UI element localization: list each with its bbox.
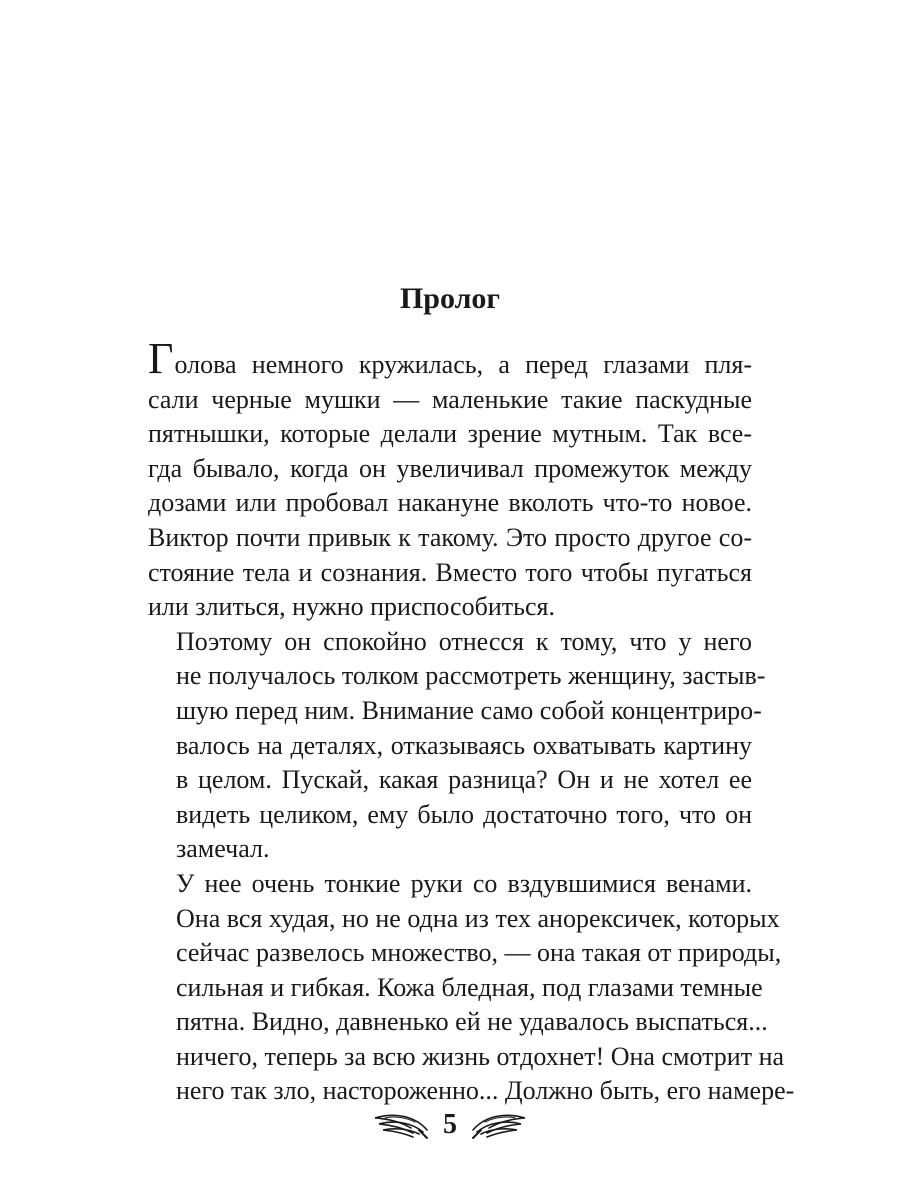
text-line: замечал.: [176, 834, 270, 864]
text-line: или злиться, нужно приспособиться.: [148, 592, 555, 622]
wing-ornament-left-icon: [371, 1110, 429, 1140]
chapter-title: Пролог: [399, 282, 501, 315]
paragraph-1: [148, 334, 752, 625]
text-line: Виктор почти привык к такому. Это просто другое со-: [148, 522, 752, 552]
text-line: сали черные мушки — маленькие такие паскудные: [148, 384, 752, 414]
text-line: не получалось толком рассмотреть женщину, застыв-: [176, 661, 766, 691]
text-line: в целом. Пускай, какая разница? Он и не хотел ее: [176, 765, 752, 795]
text-line: сейчас развелось множество, — она такая от природы,: [176, 938, 782, 968]
text-line-fragment: олова немного кружилась, а перед глазами пля-: [174, 350, 752, 379]
text-line: дозами или пробовал накануне вколоть что-то новое.: [148, 488, 752, 518]
text-line: У нее очень тонкие руки со вздувшимися венами.: [176, 868, 752, 898]
page-footer: [0, 1100, 900, 1150]
text-line: стояние тела и сознания. Вместо того чтобы пугаться: [148, 557, 752, 587]
drop-cap: Г: [148, 334, 175, 383]
paragraph-3: [148, 867, 795, 1109]
paragraph-2: [148, 625, 766, 867]
text-line: сильная и гибкая. Кожа бледная, под глазами темные: [176, 972, 763, 1002]
text-line: видеть целиком, ему было достаточно того, что он: [176, 799, 752, 829]
text-line: пятна. Видно, давненько ей не удавалось выспаться...: [176, 1007, 768, 1037]
text-line: шую перед ним. Внимание само собой концентриро-: [176, 695, 762, 725]
text-line: валось на деталях, отказываясь охватывать картину: [176, 730, 752, 760]
text-line: пятнышки, которые делали зрение мутным. Так все-: [148, 419, 752, 449]
page-number: 5: [443, 1109, 457, 1140]
text-line: ничего, теперь за всю жизнь отдохнет! Она смотрит на: [176, 1041, 785, 1071]
text-line: Поэтому он спокойно отнесся к тому, что у него: [176, 626, 752, 656]
text-line: него так зло, настороженно... Должно быть, его намере-: [176, 1076, 795, 1106]
text-line: гда бывало, когда он увеличивал промежуток между: [148, 453, 752, 483]
text-line: [148, 334, 752, 383]
wing-ornament-right-icon: [471, 1110, 529, 1140]
body-text: [148, 334, 795, 1109]
text-line: Она вся худая, но не одна из тех анорексичек, которых: [176, 903, 780, 933]
